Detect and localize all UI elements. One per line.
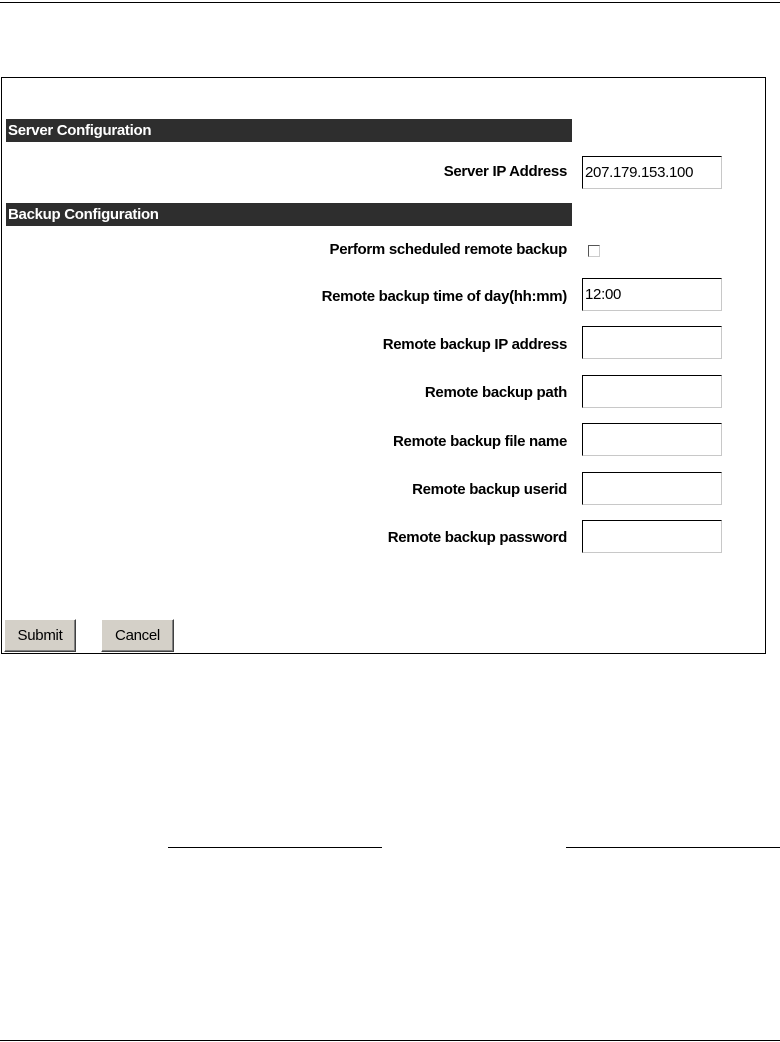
server-ip-label: Server IP Address (443, 163, 567, 180)
backup-time-label: Remote backup time of day(hh:mm) (321, 288, 567, 305)
signature-line-right (566, 847, 780, 848)
server-configuration-header: Server Configuration (6, 119, 572, 142)
backup-password-input[interactable] (582, 520, 722, 553)
configuration-form-frame (1, 77, 766, 654)
backup-filename-input[interactable] (582, 423, 722, 456)
cancel-button[interactable]: Cancel (101, 619, 174, 652)
backup-ip-input[interactable] (582, 326, 722, 359)
backup-configuration-header: Backup Configuration (6, 203, 572, 226)
backup-time-input[interactable] (582, 278, 722, 311)
scheduled-backup-label: Perform scheduled remote backup (329, 241, 567, 258)
backup-userid-input[interactable] (582, 472, 722, 505)
scheduled-backup-checkbox[interactable] (588, 245, 600, 257)
backup-userid-label: Remote backup userid (412, 481, 567, 498)
server-ip-input[interactable] (582, 156, 722, 189)
top-rule (0, 2, 780, 3)
signature-line-left (168, 847, 382, 848)
backup-password-label: Remote backup password (387, 529, 567, 546)
backup-filename-label: Remote backup file name (393, 433, 567, 450)
backup-ip-label: Remote backup IP address (382, 336, 567, 353)
backup-path-label: Remote backup path (424, 384, 567, 401)
bottom-rule (0, 1040, 780, 1041)
backup-path-input[interactable] (582, 375, 722, 408)
submit-button[interactable]: Submit (4, 619, 76, 652)
